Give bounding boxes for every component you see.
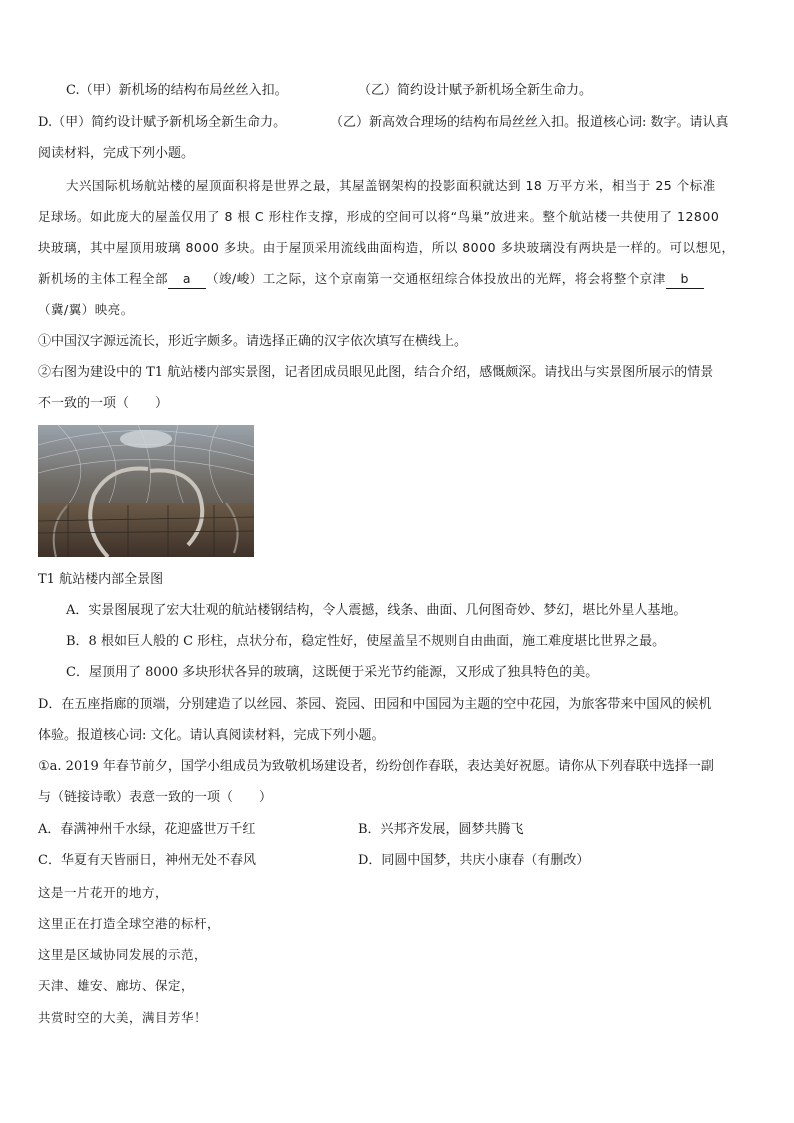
- option-c-part2: （乙）简约设计赋予新机场全新生命力。: [358, 83, 593, 98]
- couplet-option-d: D．同圆中国梦，共庆小康春（有删改）: [358, 853, 590, 868]
- passage-line-4: [38, 270, 704, 289]
- blank-a: a: [168, 270, 206, 289]
- option-c-part1: C.（甲）新机场的结构布局丝丝入扣。: [66, 83, 288, 98]
- couplet-option-b: B．兴邦齐发展，圆梦共腾飞: [358, 822, 524, 837]
- passage-line-5: （冀/翼）映亮。: [38, 302, 134, 317]
- blank-b: b: [666, 270, 704, 289]
- option-a: A．实景图展现了宏大壮观的航站楼钢结构，令人震撼，线条、曲面、几何图奇妙、梦幻，堪比外星人基地。: [66, 603, 687, 618]
- terminal-interior-photo: [38, 425, 254, 557]
- poem-line-1: 这是一片花开的地方，: [38, 885, 169, 900]
- instruction-line: 阅读材料，完成下列小题。: [38, 146, 195, 161]
- question-3-line-2: 与（链接诗歌）表意一致的一项（ ）: [38, 790, 273, 805]
- option-b: B．8 根如巨人般的 C 形柱，点状分布，稳定性好，使屋盖呈不规则自由曲面，施工难度堪比世界之最。: [66, 634, 666, 649]
- passage-line-3: 块玻璃，其中屋顶用玻璃 8000 多块。由于屋顶采用流线曲面构造，所以 8000 多块玻璃没有两块是一样的。可以想见，: [38, 240, 735, 255]
- option-c: C．屋顶用了 8000 多块形状各异的玻璃，这既便于采光节约能源，又形成了独具特色的美。: [66, 665, 599, 680]
- poem-line-3: 这里是区域协同发展的示范，: [38, 947, 208, 962]
- passage-line-4-mid: （竣/峻）工之际，这个京南第一交通枢纽综合体投放出的光辉，将会将整个京津: [206, 271, 666, 286]
- passage-line-4-pre: 新机场的主体工程全部: [38, 271, 169, 286]
- question-1: ①中国汉字源远流长，形近字颇多。请选择正确的汉字依次填写在横线上。: [38, 334, 468, 349]
- poem-line-5: 共赏时空的大美，满目芳华！: [38, 1010, 208, 1025]
- couplet-option-c: C．华夏有天皆丽日，神州无处不春风: [38, 853, 256, 868]
- poem-line-2: 这里正在打造全球空港的标杆，: [38, 916, 221, 931]
- question-3-line-1: ①a. 2019 年春节前夕，国学小组成员为致敬机场建设者，纷纷创作春联，表达美好祝愿。请你从下列春联中选择一副: [38, 759, 714, 774]
- option-d-line-1: D．在五座指廊的顶端，分别建造了以丝园、茶园、瓷园、田园和中国园为主题的空中花园，为旅客带来中国风的候机: [38, 697, 712, 712]
- option-d-part1: D.（甲）简约设计赋予新机场全新生命力。: [38, 115, 287, 130]
- couplet-option-a: A．春满神州千水绿，花迎盛世万千红: [38, 822, 256, 837]
- option-d-part2: （乙）新高效合理场的结构布局丝丝入扣。报道核心词: 数字。请认真: [330, 115, 729, 130]
- terminal-interior-illustration: [38, 425, 254, 557]
- poem-line-4: 天津、雄安、廊坊、保定，: [38, 978, 195, 993]
- option-d-line-2: 体验。报道核心词: 文化。请认真阅读材料，完成下列小题。: [38, 728, 385, 743]
- question-2-line-2: 不一致的一项（ ）: [38, 396, 169, 411]
- figure-caption: T1 航站楼内部全景图: [38, 572, 164, 587]
- passage-line-2: 足球场。如此庞大的屋盖仅用了 8 根 C 形柱作支撑，形成的空间可以将“鸟巢”放进来。整个航站楼一共使用了 12800: [38, 209, 720, 224]
- question-2-line-1: ②右图为建设中的 T1 航站楼内部实景图，记者团成员眼见此图，结合介绍，感慨颇深。请找出与实景图所展示的情景: [38, 365, 714, 380]
- passage-line-1: 大兴国际机场航站楼的屋顶面积将是世界之最，其屋盖钢架构的投影面积就达到 18 万平方米，相当于 25 个标准: [66, 178, 716, 193]
